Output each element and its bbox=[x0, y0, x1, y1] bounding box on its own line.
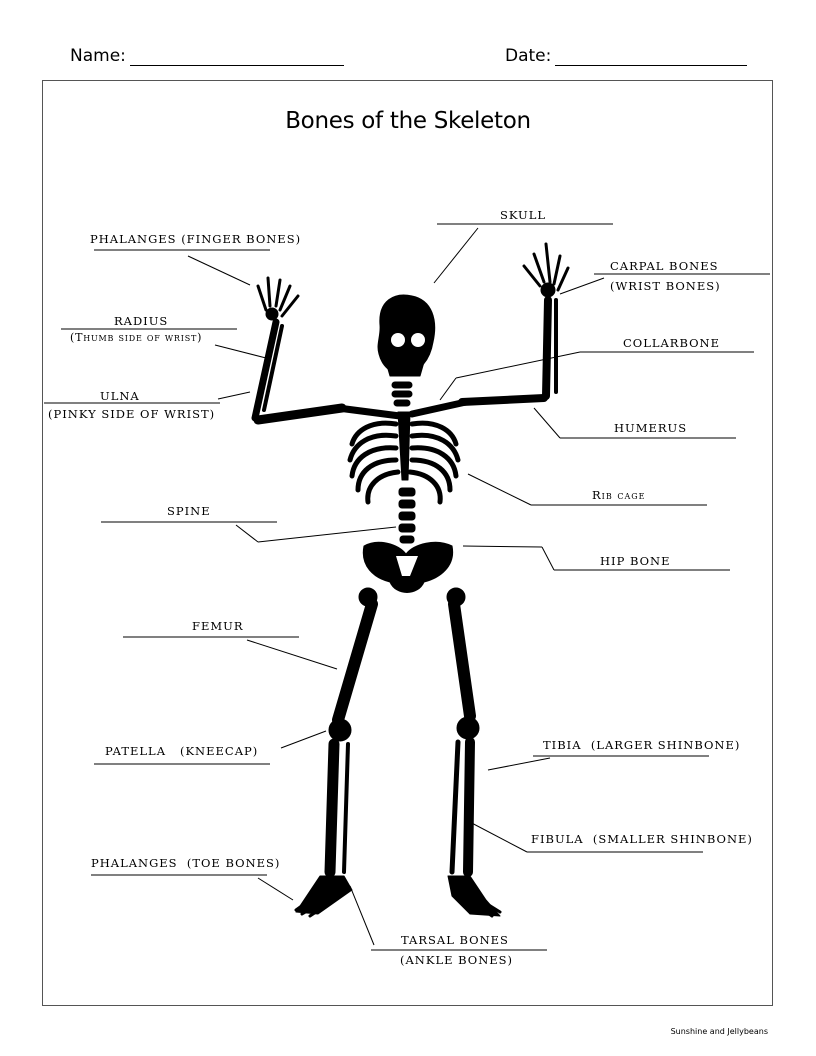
label-femur: FEMUR bbox=[192, 619, 244, 633]
label-collarbone: COLLARBONE bbox=[623, 336, 721, 350]
page-title: Bones of the Skeleton bbox=[285, 108, 531, 134]
label-carpal-bones: CARPAL BONES bbox=[610, 259, 719, 273]
label-rib-cage: Rib cage bbox=[592, 488, 646, 502]
label-carpal-sub: (WRIST BONES) bbox=[610, 279, 721, 293]
label-tarsal-sub: (ANKLE BONES) bbox=[400, 953, 514, 967]
label-tibia: TIBIA (LARGER SHINBONE) bbox=[543, 738, 741, 752]
label-humerus: HUMERUS bbox=[614, 421, 688, 435]
label-tarsal-bones: TARSAL BONES bbox=[401, 933, 509, 947]
label-skull: SKULL bbox=[500, 208, 547, 222]
label-ulna: ULNA bbox=[100, 389, 140, 403]
label-hip-bone: HIP BONE bbox=[600, 554, 671, 568]
skeleton-figure bbox=[255, 244, 568, 916]
label-radius-sub: (Thumb side of wrist) bbox=[70, 331, 203, 344]
date-label: Date: bbox=[505, 46, 552, 66]
label-phalanges-fingers: PHALANGES (FINGER BONES) bbox=[90, 232, 302, 246]
label-patella: PATELLA (KNEECAP) bbox=[105, 744, 259, 758]
label-spine: SPINE bbox=[167, 504, 211, 518]
label-phalanges-toes: PHALANGES (TOE BONES) bbox=[91, 856, 281, 870]
label-ulna-sub: (PINKY SIDE OF WRIST) bbox=[48, 407, 216, 421]
label-radius: RADIUS bbox=[114, 314, 169, 328]
label-fibula: FIBULA (SMALLER SHINBONE) bbox=[531, 832, 753, 846]
name-label: Name: bbox=[70, 46, 126, 66]
credit-text: Sunshine and Jellybeans bbox=[670, 1027, 768, 1036]
